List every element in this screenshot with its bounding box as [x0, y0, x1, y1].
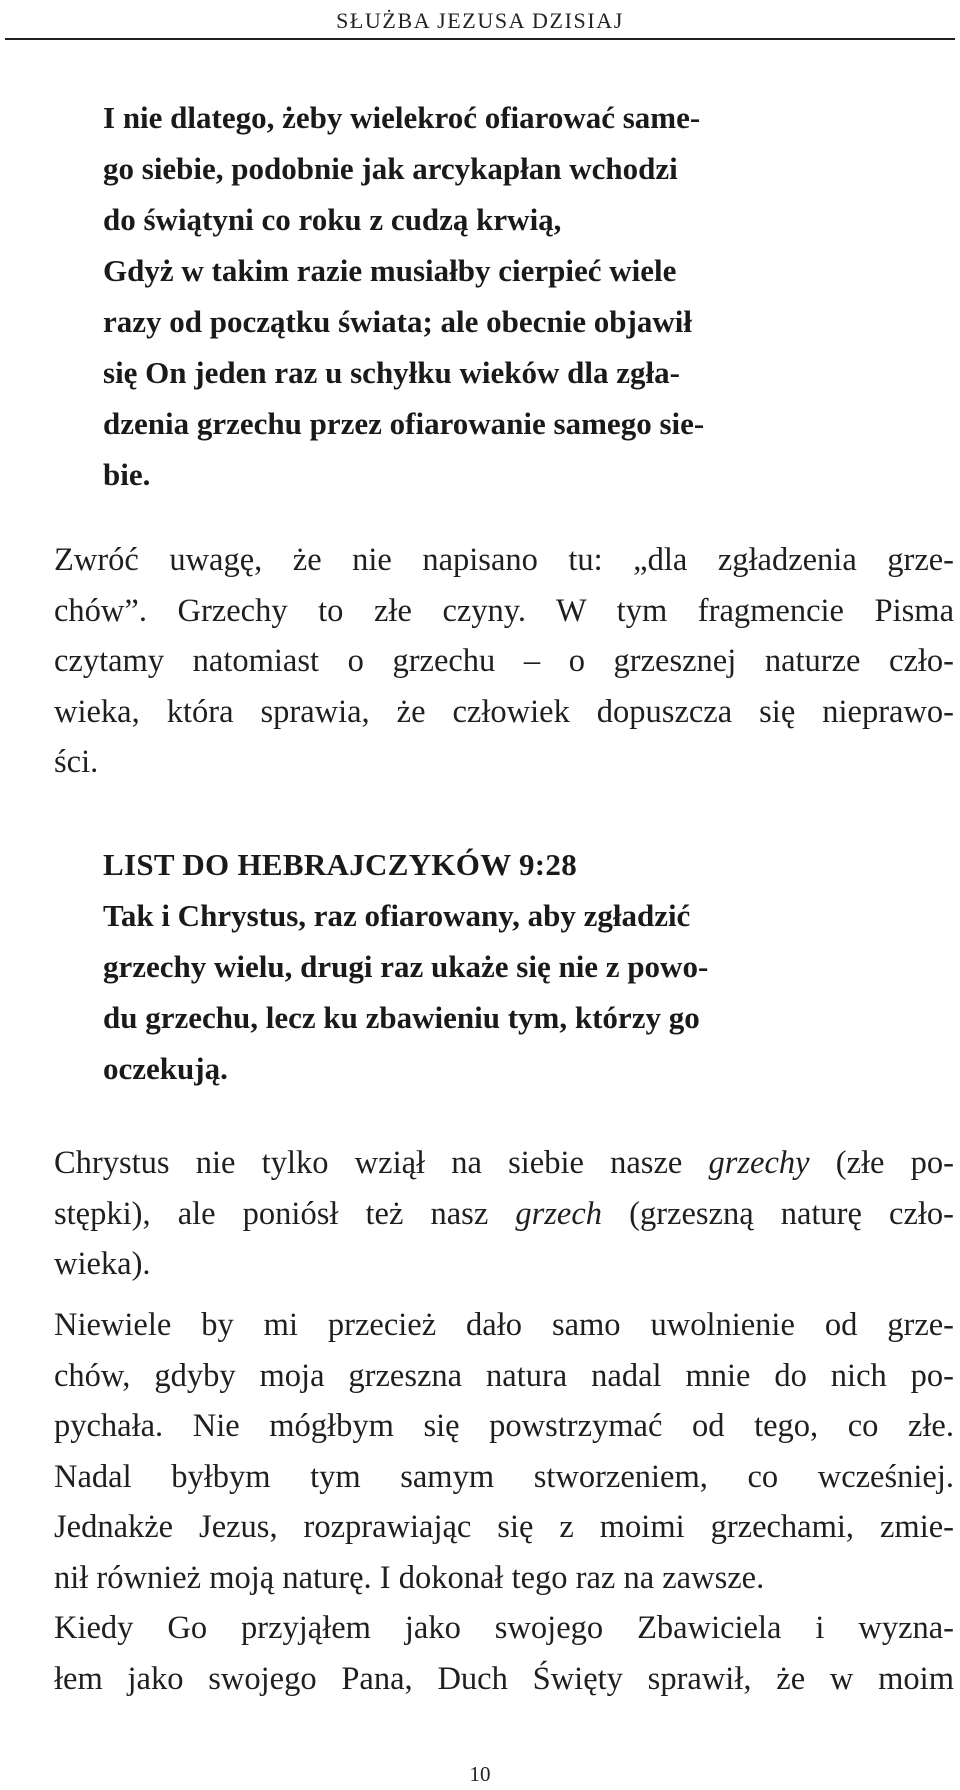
quote-line: do świątyni co roku z cudzą krwią, — [103, 202, 562, 237]
quote-line: I nie dlatego, żeby wielekroć ofiarować same- — [103, 100, 701, 135]
scripture-quote — [103, 839, 863, 1094]
paragraph-line: pychała. Nie mógłbym się powstrzymać od tego, co złe. — [54, 1408, 954, 1444]
body-paragraph — [54, 1300, 954, 1603]
quote-line: się On jeden raz u schyłku wieków dla zgła- — [103, 355, 680, 390]
header-rule — [5, 38, 955, 40]
paragraph-line: chów, gdyby moja grzeszna natura nadal mnie do nich po- — [54, 1357, 954, 1394]
text-run: (grzeszną naturę czło- — [602, 1195, 954, 1232]
paragraph-line: wieka, która sprawia, że człowiek dopuszcza się nieprawo- — [54, 693, 954, 730]
paragraph-line — [54, 1138, 954, 1189]
quote-line: razy od początku świata; ale obecnie objawił — [103, 304, 692, 339]
quote-line: du grzechu, lecz ku zbawieniu tym, którzy go — [103, 1000, 700, 1035]
paragraph-line: nił również moją naturę. I dokonał tego raz na zawsze. — [54, 1559, 765, 1596]
scripture-quote — [103, 92, 863, 500]
paragraph-line: łem jako swojego Pana, Duch Święty sprawił, że w moim — [54, 1660, 954, 1697]
paragraph-line: Niewiele by mi przecież dało samo uwolnienie od grze- — [54, 1307, 954, 1343]
text-run: stępki), ale poniósł też nasz — [54, 1195, 516, 1232]
page-number: 10 — [469, 1762, 491, 1786]
quote-line: Tak i Chrystus, raz ofiarowany, aby zgładzić — [103, 898, 691, 933]
body-paragraph — [54, 1603, 954, 1704]
paragraph-line: wieka). — [54, 1246, 151, 1282]
text-run: Chrystus nie tylko wziął na siebie nasze — [54, 1145, 709, 1181]
paragraph-line: ści. — [54, 744, 99, 780]
italic-term: grzechy — [708, 1145, 810, 1181]
paragraph-line: Zwróć uwagę, że nie napisano tu: „dla zgładzenia grze- — [54, 542, 954, 578]
italic-term: grzech — [515, 1195, 603, 1232]
paragraph-line: czytamy natomiast o grzechu – o grzesznej naturze czło- — [54, 643, 954, 679]
scripture-reference: LIST DO HEBRAJCZYKÓW 9:28 — [103, 847, 578, 882]
paragraph-line — [54, 1189, 954, 1240]
paragraph-line: chów”. Grzechy to złe czyny. W tym fragmencie Pisma — [54, 592, 954, 629]
quote-line: bie. — [103, 457, 151, 492]
paragraph-line: Nadal byłbym tym samym stworzeniem, co wcześniej. — [54, 1458, 954, 1495]
body-paragraph — [54, 535, 954, 788]
paragraph-line: Jednakże Jezus, rozprawiając się z moimi grzechami, zmie- — [54, 1509, 954, 1545]
paragraph-line: Kiedy Go przyjąłem jako swojego Zbawiciela i wyzna- — [54, 1610, 954, 1646]
quote-line: Gdyż w takim razie musiałby cierpieć wiele — [103, 253, 677, 288]
quote-line: dzenia grzechu przez ofiarowanie samego sie- — [103, 406, 705, 441]
text-run: (złe po- — [809, 1145, 954, 1181]
quote-line: grzechy wielu, drugi raz ukaże się nie z powo- — [103, 949, 709, 984]
quote-line: oczekują. — [103, 1051, 228, 1086]
body-paragraph — [54, 1138, 954, 1290]
running-head: SŁUŻBA JEZUSA DZISIAJ — [336, 8, 624, 33]
quote-line: go siebie, podobnie jak arcykapłan wchodzi — [103, 151, 678, 186]
